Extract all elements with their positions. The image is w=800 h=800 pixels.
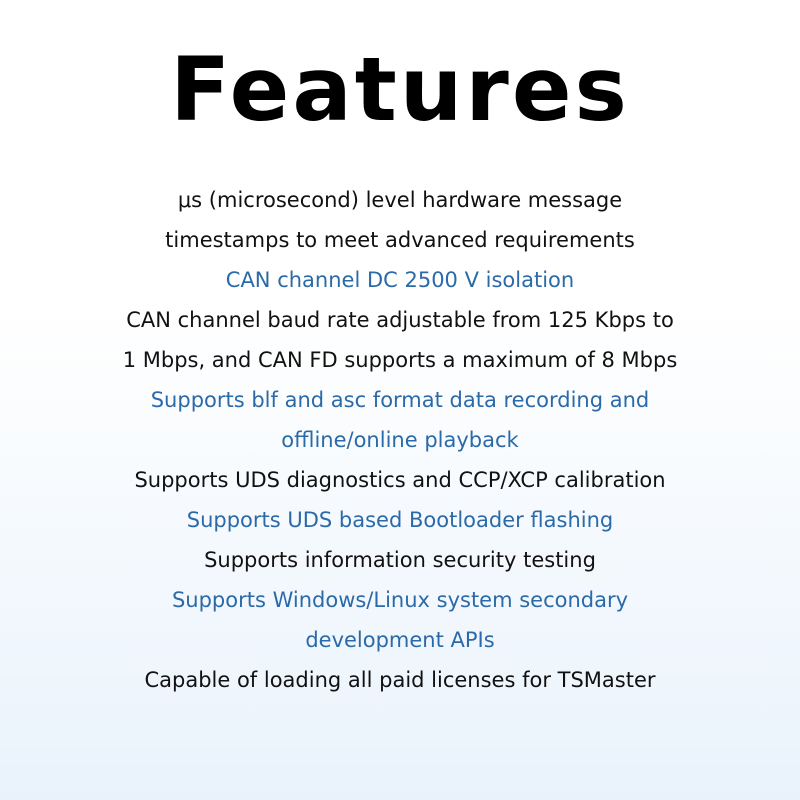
feature-baud-rate [0,300,800,380]
feature-uds-diagnostics [0,460,800,500]
feature-line: Capable of loading all paid licenses for TSMaster [144,668,656,692]
feature-line: offline/online playback [281,428,519,452]
feature-line: Supports UDS based Bootloader flashing [186,508,614,532]
feature-bootloader-flashing [0,500,800,540]
feature-can-isolation [0,260,800,300]
feature-microsecond-timestamps [0,180,800,260]
feature-tsmaster-licenses [0,660,800,700]
features-list [0,180,800,700]
page-title: Features [170,38,630,141]
feature-line: Supports UDS diagnostics and CCP/XCP calibration [134,468,666,492]
feature-line: timestamps to meet advanced requirements [165,228,635,252]
feature-secondary-development [0,580,800,660]
feature-line: Supports blf and asc format data recording and [150,388,650,412]
feature-security-testing [0,540,800,580]
feature-line: CAN channel baud rate adjustable from 125 Kbps to [126,308,674,332]
feature-line: development APIs [305,628,495,652]
feature-line: μs (microsecond) level hardware message [177,188,623,212]
feature-data-recording [0,380,800,460]
feature-line: 1 Mbps, and CAN FD supports a maximum of 8 Mbps [122,348,678,372]
feature-line: Supports Windows/Linux system secondary [171,588,629,612]
feature-line: Supports information security testing [204,548,596,572]
feature-line: CAN channel DC 2500 V isolation [225,268,575,292]
